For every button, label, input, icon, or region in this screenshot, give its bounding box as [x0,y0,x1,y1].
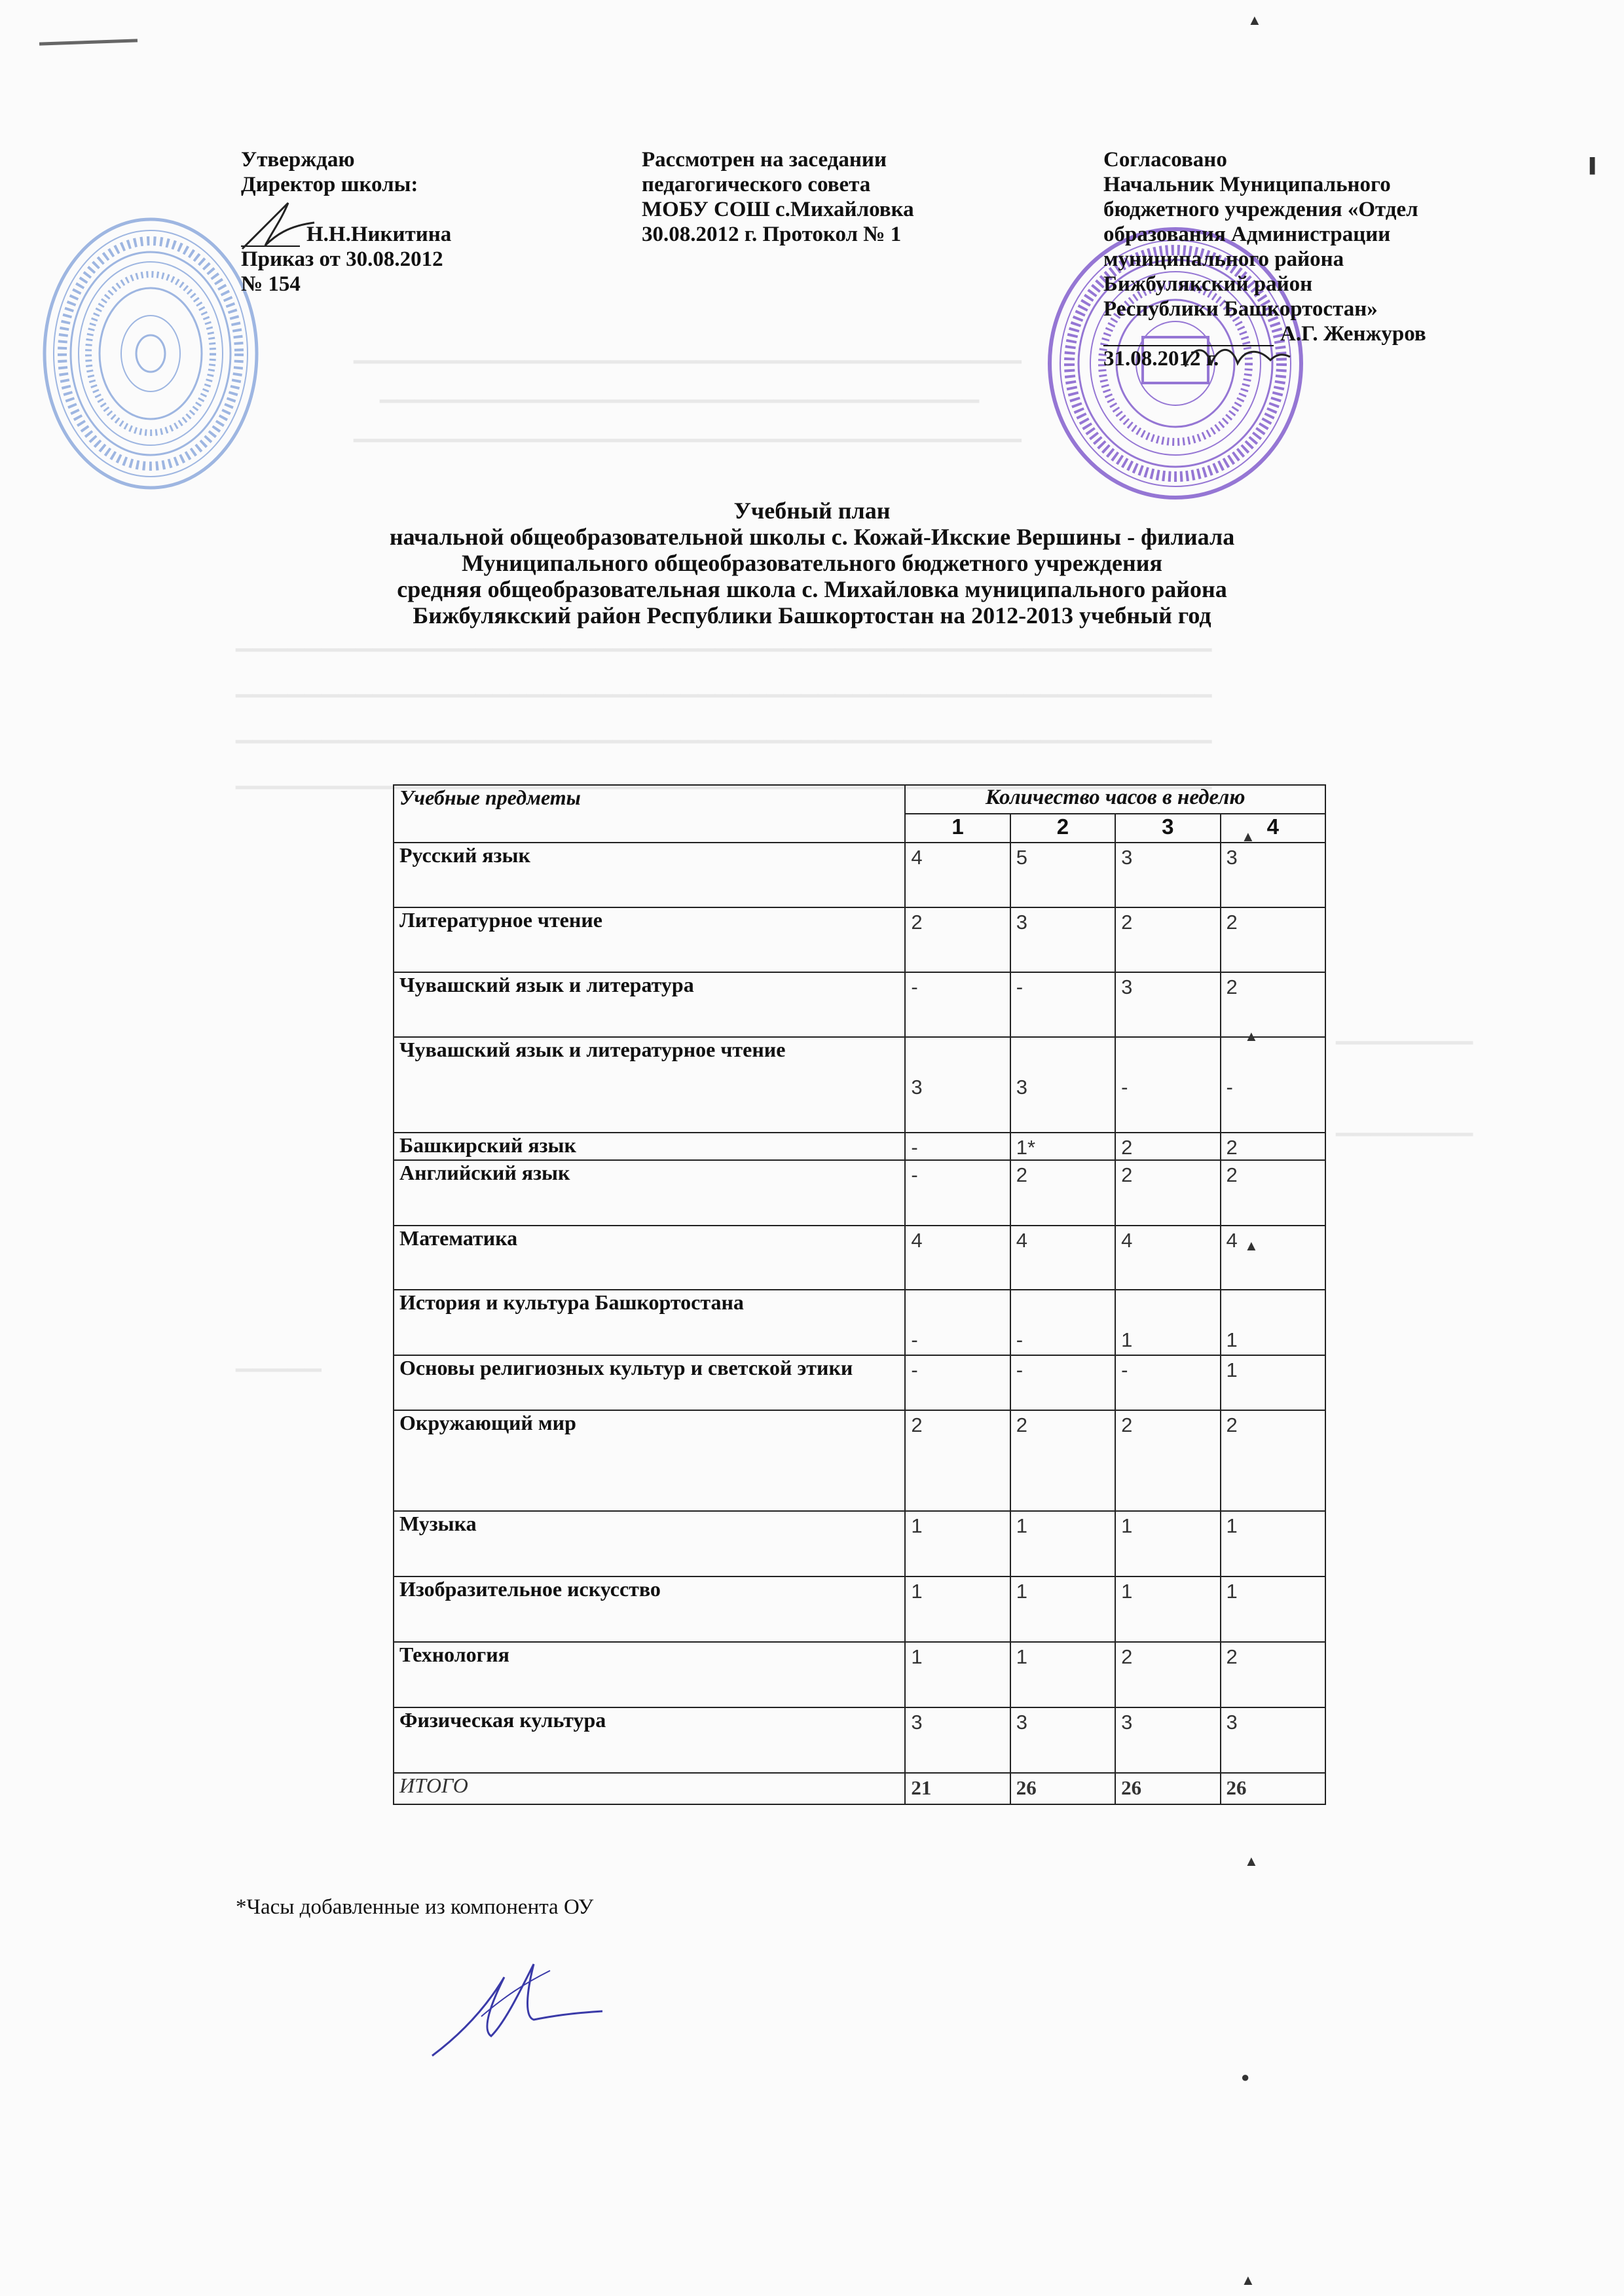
director-signature [236,196,327,255]
hours-cell: 2 [905,907,1010,972]
scan-speck: ▲ [1244,1237,1259,1254]
title-line5: Бижбулякский район Республики Башкортостан на 2012-2013 учебный год [413,602,1211,629]
hours-cell: 4 [905,1226,1010,1290]
hours-cell: 3 [1221,1707,1325,1773]
approval-mid-line2: педагогического совета [642,173,871,196]
hours-column-header: Количество часов в неделю [905,785,1325,814]
table-row [394,972,1325,1037]
approval-date: 31.08.2012 г. [1103,347,1219,371]
hours-cell: - [1010,1290,1115,1355]
hours-cell: 2 [1221,1642,1325,1707]
total-cell: 26 [1221,1773,1325,1804]
bleed-through-text: ▁▁▁▁▁▁▁▁ [1336,1112,1473,1136]
department-head-name: А.Г. Женжуров [1280,322,1426,346]
bleed-through-text: ▁▁▁▁▁▁▁▁▁▁▁▁▁▁▁▁▁▁▁▁▁▁▁▁▁▁▁▁▁▁▁▁▁▁▁▁▁▁▁▁▁▁▁▁▁▁▁▁▁▁▁▁▁▁▁▁▁ [236,719,1212,743]
subject-cell: Русский язык [394,843,905,907]
scan-speck: ▐ [1585,157,1595,173]
hours-cell: 4 [1115,1226,1220,1290]
grade-header: 4 [1221,814,1325,843]
table-row [394,1355,1325,1410]
bleed-through-text: ▁▁▁▁▁ [236,1347,322,1372]
hours-cell: 2 [1115,1133,1220,1160]
table-total-row [394,1773,1325,1804]
hours-cell: - [1010,972,1115,1037]
hours-cell: 1 [905,1642,1010,1707]
hours-cell: 2 [1221,1133,1325,1160]
hours-cell: 3 [1115,972,1220,1037]
total-cell: 26 [1010,1773,1115,1804]
hours-cell: 5 [1010,843,1115,907]
approval-right-line1: Согласовано [1103,148,1227,172]
hours-cell: 1 [1221,1355,1325,1410]
hours-cell: 1 [1010,1511,1115,1576]
table-row [394,1133,1325,1160]
hours-cell: 3 [1115,1707,1220,1773]
document-title [0,498,1624,629]
scan-speck: ▲ [1244,1853,1259,1869]
scan-speck: ▲ [1241,2272,1255,2288]
table-row [394,1511,1325,1576]
hours-cell: 2 [1010,1160,1115,1226]
hours-cell: 4 [1010,1226,1115,1290]
approval-right-line2: Начальник Муниципального [1103,173,1391,196]
grade-header: 2 [1010,814,1115,843]
bleed-through-text: ▁▁▁▁▁▁▁▁▁▁▁▁▁▁▁▁▁▁▁▁▁▁▁▁▁▁▁▁▁▁▁▁▁▁▁ [380,378,980,403]
bleed-through-text: ▁▁▁▁▁▁▁▁▁▁▁▁▁▁▁▁▁▁▁▁▁▁▁▁▁▁▁▁▁▁▁▁▁▁▁▁▁▁▁ [354,418,1022,442]
title-line3: Муниципального общеобразовательного бюджетного учреждения [461,550,1162,576]
hours-cell: 1 [1115,1511,1220,1576]
table-row [394,1707,1325,1773]
subject-cell: Физическая культура [394,1707,905,1773]
hours-cell: 2 [1221,972,1325,1037]
table-row [394,1160,1325,1226]
hours-cell: 2 [1010,1410,1115,1511]
hours-cell: 2 [1115,1160,1220,1226]
subject-cell: Технология [394,1642,905,1707]
approval-block-department [1103,147,1496,371]
approval-right-line5: муниципального района [1103,247,1344,271]
subject-cell: Чувашский язык и литература [394,972,905,1037]
hours-cell: 3 [905,1707,1010,1773]
subject-cell: Изобразительное искусство [394,1576,905,1642]
order-date: Приказ от 30.08.2012 [241,247,443,271]
hours-cell: - [905,1355,1010,1410]
approval-block-council [642,147,982,247]
hours-cell: 3 [1010,907,1115,972]
table-row [394,843,1325,907]
total-label: ИТОГО [394,1773,905,1804]
hours-cell: 1 [1010,1576,1115,1642]
hours-cell: - [905,1290,1010,1355]
scan-speck: ▲ [1241,828,1255,845]
scan-speck: ● [1241,2069,1250,2085]
table-row [394,1226,1325,1290]
approval-right-line4: образования Администрации [1103,223,1391,246]
table-row [394,907,1325,972]
scan-speck: ▲ [1244,1028,1259,1044]
bleed-through-text: ▁▁▁▁▁▁▁▁▁▁▁▁▁▁▁▁▁▁▁▁▁▁▁▁▁▁▁▁▁▁▁▁▁▁▁▁▁▁▁▁▁▁▁▁▁▁▁▁▁▁▁▁▁▁▁▁▁ [236,627,1212,651]
subject-cell: Основы религиозных культур и светской этики [394,1355,905,1410]
hours-cell: 1 [905,1511,1010,1576]
total-cell: 26 [1115,1773,1220,1804]
subject-cell: История и культура Башкортостана [394,1290,905,1355]
approval-right-line3: бюджетного учреждения «Отдел [1103,198,1418,221]
subject-cell: Окружающий мир [394,1410,905,1511]
subject-cell: Математика [394,1226,905,1290]
subject-cell: Английский язык [394,1160,905,1226]
footnote: *Часы добавленные из компонента ОУ [236,1895,594,1919]
hours-cell: 1 [1221,1511,1325,1576]
hours-cell: - [905,1160,1010,1226]
title-line2: начальной общеобразовательной школы с. Кожай-Икские Вершины - филиала [389,524,1235,550]
hours-cell: 3 [1115,843,1220,907]
hours-cell: 2 [1115,1410,1220,1511]
total-cell: 21 [905,1773,1010,1804]
subject-cell: Башкирский язык [394,1133,905,1160]
approval-mid-line3: МОБУ СОШ с.Михайловка [642,198,914,221]
hours-cell: 1 [1115,1576,1220,1642]
director-name: Н.Н.Никитина [306,223,452,246]
subject-cell: Чувашский язык и литературное чтение [394,1037,905,1133]
hours-cell: 4 [905,843,1010,907]
hours-cell: 3 [1010,1707,1115,1773]
hours-cell: 3 [905,1037,1010,1133]
grade-header: 3 [1115,814,1220,843]
hours-cell: 2 [1115,907,1220,972]
subject-cell: Музыка [394,1511,905,1576]
hours-cell: 1 [905,1576,1010,1642]
approval-left-line2: Директор школы: [241,173,418,196]
hours-cell: 2 [1221,1410,1325,1511]
hours-cell: 1 [1221,1290,1325,1355]
approval-mid-line4: 30.08.2012 г. Протокол № 1 [642,223,902,246]
table-row [394,1290,1325,1355]
approval-right-line6: Бижбулякский район [1103,272,1313,296]
handwritten-signature [419,1938,616,2069]
hours-cell: 3 [1221,843,1325,907]
hours-cell: - [905,972,1010,1037]
order-number: № 154 [241,272,301,296]
hours-cell: 2 [1221,1160,1325,1226]
hours-cell: - [1221,1037,1325,1133]
subject-column-header: Учебные предметы [394,785,905,843]
bleed-through-text: ▁▁▁▁▁▁▁▁▁▁▁▁▁▁▁▁▁▁▁▁▁▁▁▁▁▁▁▁▁▁▁▁▁▁▁▁▁▁▁ [354,339,1022,363]
hours-cell: 1* [1010,1133,1115,1160]
grade-header: 1 [905,814,1010,843]
school-round-stamp [39,210,262,498]
hours-cell: 2 [905,1410,1010,1511]
bleed-through-text: ▁▁▁▁▁▁▁▁ [1336,1020,1473,1044]
hours-cell: 3 [1010,1037,1115,1133]
department-head-signature [1179,334,1297,380]
hours-cell: 1 [1115,1290,1220,1355]
approval-mid-line1: Рассмотрен на заседании [642,148,887,172]
approval-left-line1: Утверждаю [241,148,355,172]
curriculum-table [393,784,1326,1805]
hours-cell: - [1010,1355,1115,1410]
title-line1: Учебный план [733,498,891,524]
approval-right-line7: Республики Башкортостан» [1103,297,1378,321]
hours-cell: 1 [1221,1576,1325,1642]
hours-cell: 2 [1115,1642,1220,1707]
hours-cell: - [905,1133,1010,1160]
hours-cell: 2 [1221,907,1325,972]
hours-cell: - [1115,1037,1220,1133]
bleed-through-text: ▁▁▁▁▁▁▁▁▁▁▁▁▁▁▁▁▁▁▁▁▁▁▁▁▁▁▁▁▁▁▁▁▁▁▁▁▁▁▁▁▁▁▁▁▁▁▁▁▁▁▁▁▁▁▁▁▁ [236,673,1212,697]
hours-cell: - [1115,1355,1220,1410]
table-row [394,1410,1325,1511]
hours-cell: 1 [1010,1642,1115,1707]
table-row [394,1576,1325,1642]
bleed-through-text: ▁▁▁▁▁▁▁▁▁▁▁▁▁▁▁▁▁▁▁▁▁▁▁▁▁▁▁▁▁▁▁▁▁▁▁▁▁▁▁▁▁▁▁▁▁▁▁▁▁▁▁▁▁▁▁▁▁ [236,765,1212,789]
table-row [394,1642,1325,1707]
hours-cell: 4 [1221,1226,1325,1290]
subject-cell: Литературное чтение [394,907,905,972]
scan-speck: ▲ [1247,12,1262,28]
title-line4: средняя общеобразовательная школа с. Михайловка муниципального района [397,576,1227,602]
table-row [394,1037,1325,1133]
staple-mark [39,39,138,45]
